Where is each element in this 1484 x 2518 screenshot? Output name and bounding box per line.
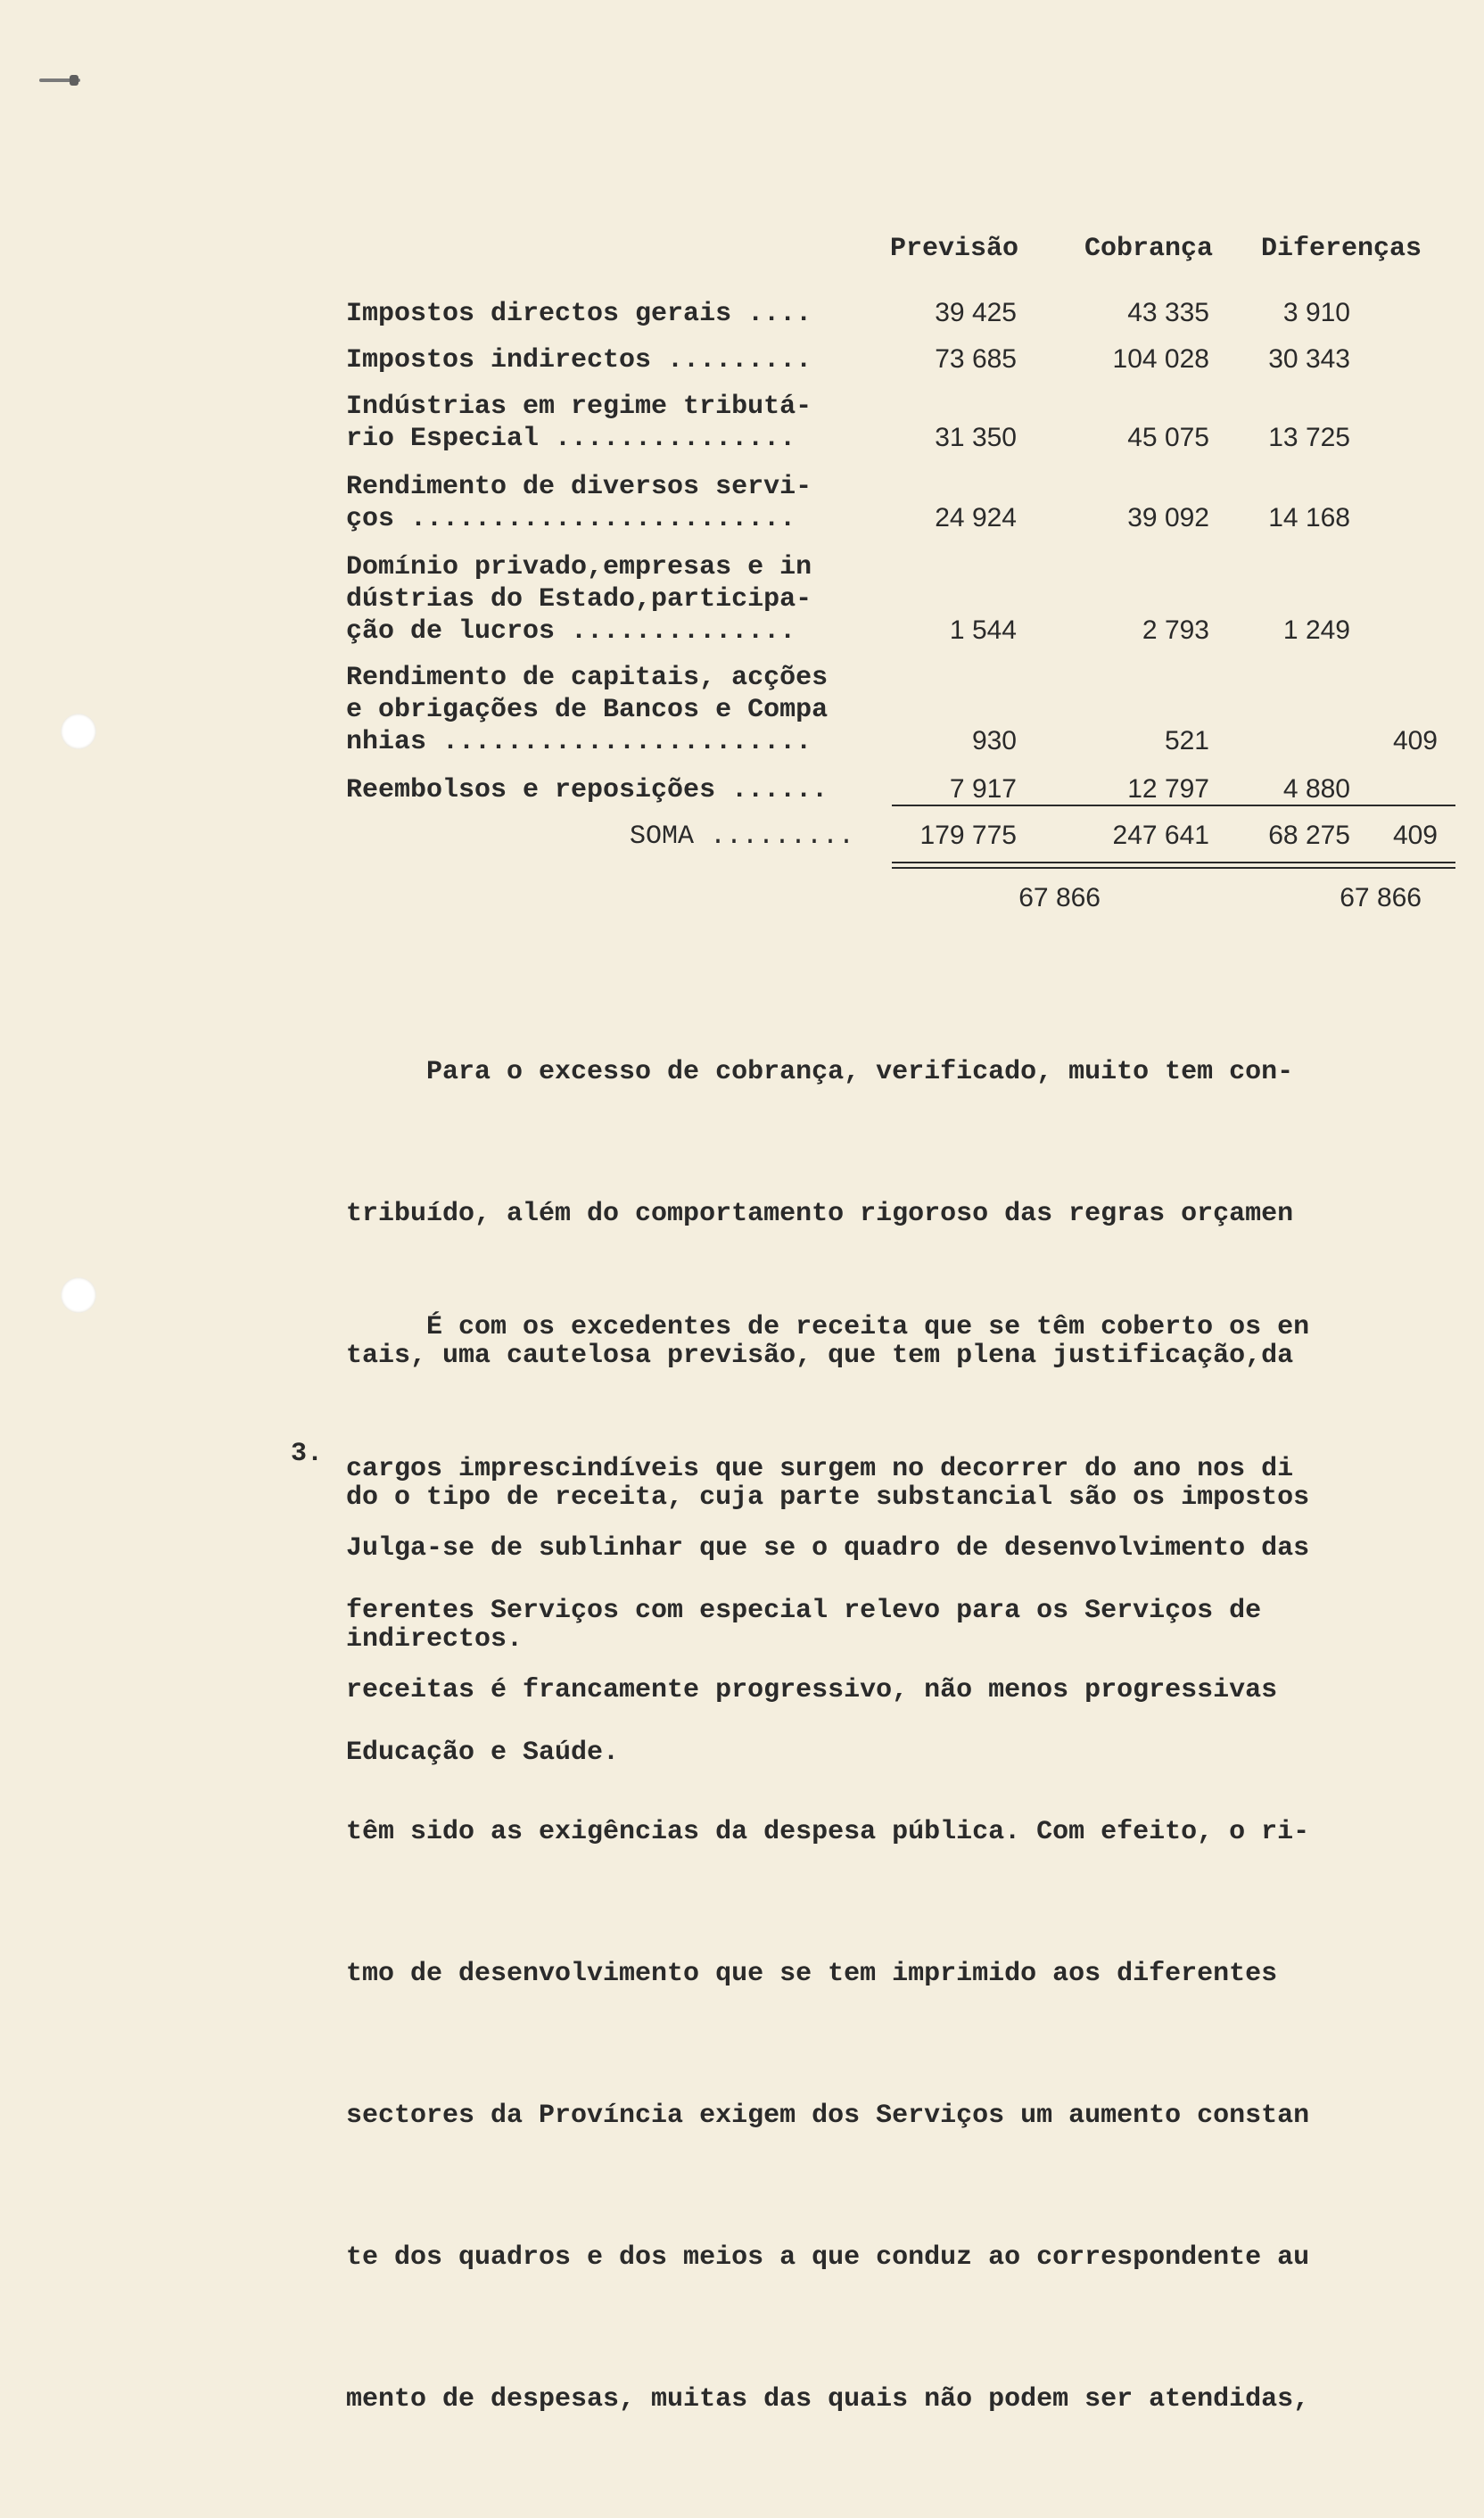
cell-previsao: 1 544	[949, 615, 1017, 645]
row-label: Domínio privado,empresas e in dústrias do Estado,participa- ção de lucros ..............	[346, 552, 812, 647]
cell-cobranca: 39 092	[1127, 503, 1209, 532]
net-difference-right: 67 866	[1340, 883, 1422, 912]
paragraph-line: te dos quadros e dos meios a que conduz ao correspondente au	[346, 2242, 1310, 2273]
cell-cobranca: 45 075	[1127, 423, 1209, 452]
paragraph-line: do o tipo de receita, cuja parte substancial são os impostos	[346, 1482, 1310, 1513]
row-label: Rendimento de diversos servi- ços ........................	[346, 472, 812, 534]
row-label: Reembolsos e reposições ......	[346, 775, 829, 805]
cell-cobranca: 521	[1164, 726, 1209, 755]
paragraph-line: mento de despesas, muitas das quais não podem ser atendidas,	[346, 2384, 1310, 2415]
paragraph-line: Educação e Saúde.	[346, 1738, 620, 1768]
paragraph-line: receitas é francamente progressivo, não menos progressivas	[346, 1675, 1278, 1705]
row-label: Impostos indirectos .........	[346, 345, 812, 376]
paragraph-line: tmo de desenvolvimento que se tem imprimido aos diferentes	[346, 1959, 1278, 1989]
staple-head	[70, 75, 78, 86]
column-header-previsao: Previsão	[890, 234, 1019, 264]
punch-hole-bottom	[61, 1277, 96, 1313]
cell-cobranca: 12 797	[1127, 774, 1209, 804]
paragraph-line: Para o excesso de cobrança, verificado, muito tem con-	[346, 1057, 1294, 1087]
paragraph-number-3: 3.	[291, 1439, 324, 1469]
paragraph-line: têm sido as exigências da despesa pública. Com efeito, o ri-	[346, 1817, 1310, 1847]
column-header-diferencas: Diferenças	[1261, 234, 1422, 264]
cell-diferenca-positiva: 30 343	[1268, 344, 1350, 374]
cell-previsao: 7 917	[949, 774, 1017, 804]
cell-diferenca-positiva: 4 880	[1282, 774, 1350, 804]
paragraph-line: ferentes Serviços com especial relevo para os Serviços de	[346, 1596, 1262, 1626]
cell-diferenca-positiva: 14 168	[1268, 503, 1350, 532]
net-difference-left: 67 866	[1018, 883, 1101, 912]
cell-previsao: 73 685	[935, 344, 1017, 374]
table-rule-top	[892, 805, 1455, 806]
row-label: Rendimento de capitais, acções e obrigações de Bancos e Compa nhias .......................	[346, 663, 829, 757]
paragraph-line: tribuído, além do comportamento rigoroso das regras orçamen	[346, 1199, 1294, 1229]
cell-cobranca: 43 335	[1127, 298, 1209, 327]
cell-diferenca-negativa: 409	[1392, 726, 1438, 755]
paragraph-line: É com os excedentes de receita que se têm coberto os en	[346, 1312, 1310, 1342]
paragraph-line: sectores da Província exigem dos Serviços um aumento constan	[346, 2101, 1310, 2131]
total-diferenca-negativa: 409	[1392, 821, 1438, 850]
table-rule-double-2	[892, 867, 1455, 869]
cell-previsao: 930	[971, 726, 1017, 755]
paragraph-line: tais, uma cautelosa previsão, que tem plena justificação,da	[346, 1341, 1294, 1371]
total-diferenca-positiva: 68 275	[1268, 821, 1350, 850]
total-previsao: 179 775	[919, 821, 1017, 850]
column-header-cobranca: Cobrança	[1084, 234, 1214, 264]
punch-hole-top	[61, 714, 96, 749]
cell-cobranca: 2 793	[1142, 615, 1209, 645]
row-label: Indústrias em regime tributá- rio Especial ...............	[346, 392, 812, 454]
paragraph-3	[346, 1431, 1309, 2518]
paragraph-line: Julga-se de sublinhar que se o quadro de desenvolvimento das	[346, 1533, 1310, 1564]
total-cobranca: 247 641	[1112, 821, 1209, 850]
row-label: Impostos directos gerais ....	[346, 299, 812, 329]
table-rule-double-1	[892, 862, 1455, 863]
cell-diferenca-positiva: 1 249	[1282, 615, 1350, 645]
paragraph-line: cargos imprescindíveis que surgem no decorrer do ano nos di	[346, 1454, 1294, 1484]
cell-previsao: 24 924	[935, 503, 1017, 532]
cell-diferenca-positiva: 13 725	[1268, 423, 1350, 452]
cell-diferenca-positiva: 3 910	[1282, 298, 1350, 327]
total-label: SOMA .........	[630, 821, 855, 852]
cell-cobranca: 104 028	[1112, 344, 1209, 374]
paragraph-line: indirectos.	[346, 1624, 524, 1655]
cell-previsao: 31 350	[935, 423, 1017, 452]
cell-previsao: 39 425	[935, 298, 1017, 327]
